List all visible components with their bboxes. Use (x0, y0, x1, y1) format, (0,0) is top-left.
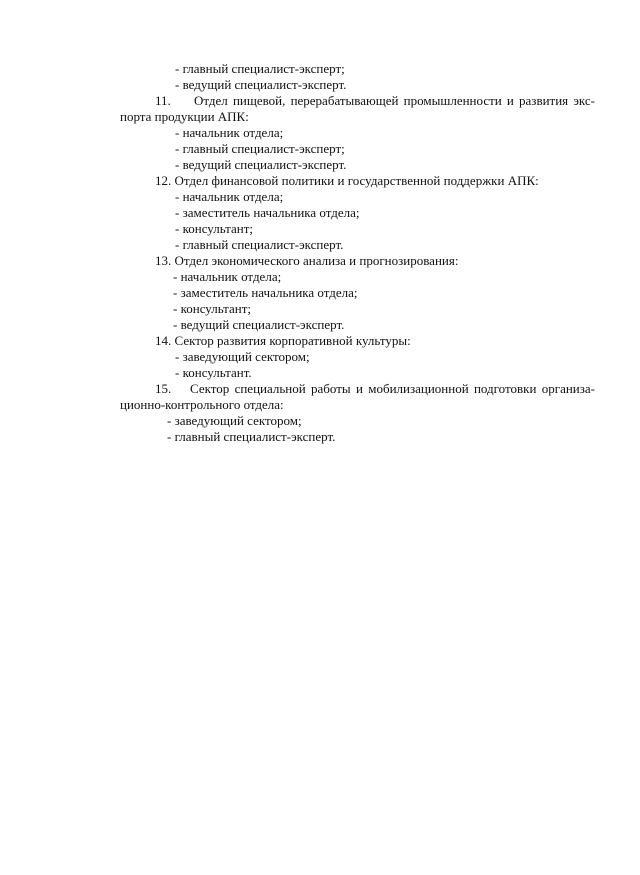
section-title-14: 14. Сектор развития корпоративной культуры: (155, 333, 411, 348)
list-item: - главный специалист-эксперт. (167, 429, 336, 444)
section-title-12: 12. Отдел финансовой политики и государственной поддержки АПК: (155, 173, 539, 188)
list-item: - ведущий специалист-эксперт. (173, 317, 345, 332)
list-item: - заместитель начальника отдела; (175, 205, 360, 220)
list-item: - главный специалист-эксперт; (175, 141, 345, 156)
section-title-15: Сектор специальной работы и мобилизационной подготовки организа- (190, 381, 595, 396)
list-item: - начальник отдела; (173, 269, 282, 284)
section-title-13: 13. Отдел экономического анализа и прогнозирования: (155, 253, 459, 268)
section-number-15: 15. (155, 381, 172, 396)
section-title-15-cont: ционно-контрольного отдела: (120, 397, 284, 412)
list-item: - начальник отдела; (175, 125, 284, 140)
list-item: - заведующий сектором; (167, 413, 302, 428)
list-item: - консультант. (175, 365, 252, 380)
list-item: - ведущий специалист-эксперт. (175, 77, 347, 92)
list-item: - заведующий сектором; (175, 349, 310, 364)
list-item: - главный специалист-эксперт. (175, 237, 344, 252)
list-item: - консультант; (173, 301, 251, 316)
list-item: - главный специалист-эксперт; (175, 61, 345, 76)
section-number-11: 11. (155, 93, 171, 108)
list-item: - начальник отдела; (175, 189, 284, 204)
list-item: - заместитель начальника отдела; (173, 285, 358, 300)
list-item: - ведущий специалист-эксперт. (175, 157, 347, 172)
section-title-11: Отдел пищевой, перерабатывающей промышленности и развития экс- (194, 93, 595, 108)
list-item: - консультант; (175, 221, 253, 236)
section-title-11-cont: порта продукции АПК: (120, 109, 249, 124)
